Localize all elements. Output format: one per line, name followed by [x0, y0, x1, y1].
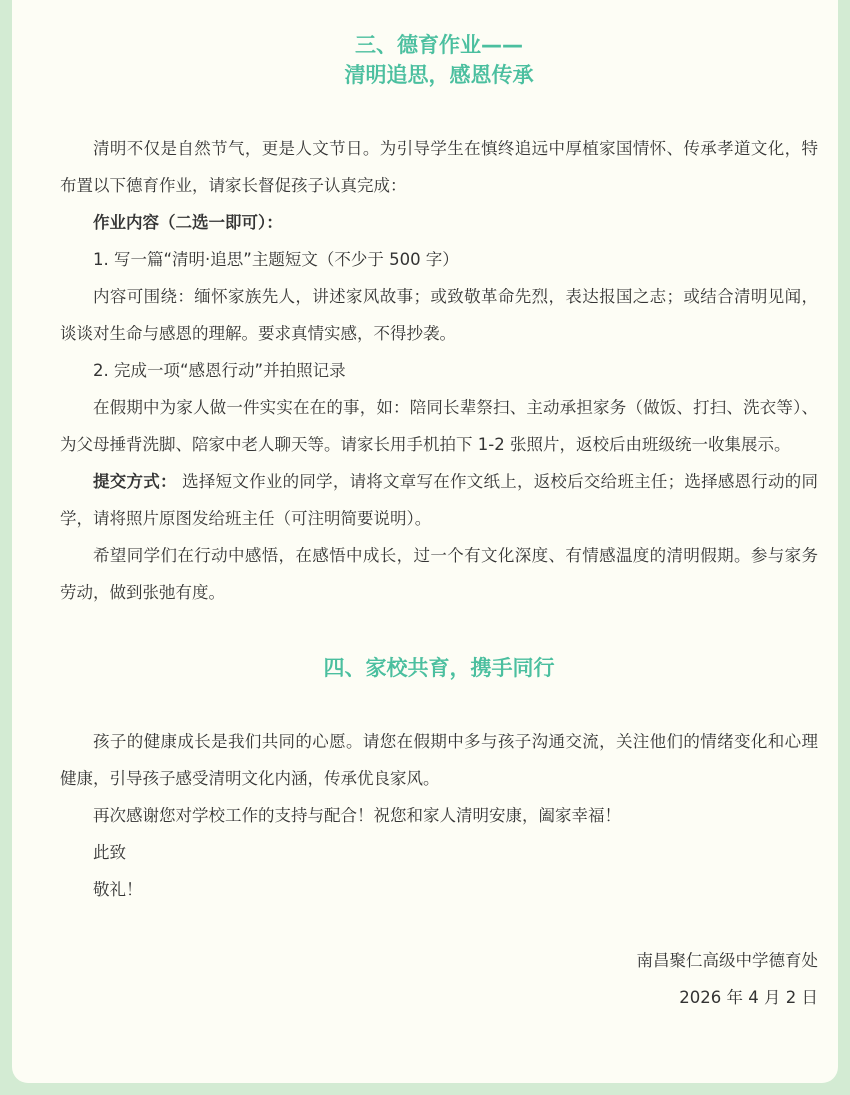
section3-intro: 清明不仅是自然节气，更是人文节日。为引导学生在慎终追远中厚植家国情怀、传承孝道文化，特布置以下德育作业，请家长督促孩子认真完成：	[60, 139, 818, 195]
content-label: 作业内容（二选一即可）：	[93, 213, 283, 232]
section4-para2: 再次感谢您对学校工作的支持与配合！祝您和家人清明安康，阖家幸福！	[93, 806, 621, 825]
document-card	[12, 0, 838, 1083]
section3-heading-line2: 清明追思，感恩传承	[344, 63, 534, 87]
salutation-line1: 此致	[93, 843, 126, 862]
content-label-para	[60, 204, 818, 241]
section3-closing: 希望同学们在行动中感悟，在感悟中成长，过一个有文化深度、有情感温度的清明假期。参与家务劳动，做到张弛有度。	[60, 546, 818, 602]
section3-heading-line1: 三、德育作业——	[355, 33, 523, 57]
salutation-line2: 敬礼！	[93, 880, 143, 899]
right-border	[838, 0, 850, 1095]
submit-label: 提交方式：	[93, 472, 177, 491]
document-body	[60, 0, 818, 1016]
signature-org: 南昌聚仁高级中学德育处	[636, 951, 818, 970]
submit-para	[60, 463, 818, 537]
section4-para1: 孩子的健康成长是我们共同的心愿。请您在假期中多与孩子沟通交流，关注他们的情绪变化和心理健康，引导孩子感受清明文化内涵，传承优良家风。	[60, 732, 818, 788]
signature-date: 2026 年 4 月 2 日	[679, 988, 818, 1007]
section4-heading: 四、家校共育，携手同行	[323, 656, 555, 680]
left-border	[0, 0, 12, 1095]
item2-title: 2. 完成一项“感恩行动”并拍照记录	[93, 361, 346, 380]
item2-desc: 在假期中为家人做一件实实在在的事，如：陪同长辈祭扫、主动承担家务（做饭、打扫、洗衣等）、为父母捶背洗脚、陪家中老人聊天等。请家长用手机拍下 1-2 张照片，返校后由班级统一收集展示。	[60, 398, 818, 454]
item1-desc: 内容可围绕：缅怀家族先人，讲述家风故事；或致敬革命先烈，表达报国之志；或结合清明见闻，谈谈对生命与感恩的理解。要求真情实感，不得抄袭。	[60, 287, 818, 343]
item1-title: 1. 写一篇“清明·追思”主题短文（不少于 500 字）	[93, 250, 459, 269]
submit-text: 选择短文作业的同学，请将文章写在作文纸上，返校后交给班主任；选择感恩行动的同学，请将照片原图发给班主任（可注明简要说明）。	[60, 472, 819, 528]
